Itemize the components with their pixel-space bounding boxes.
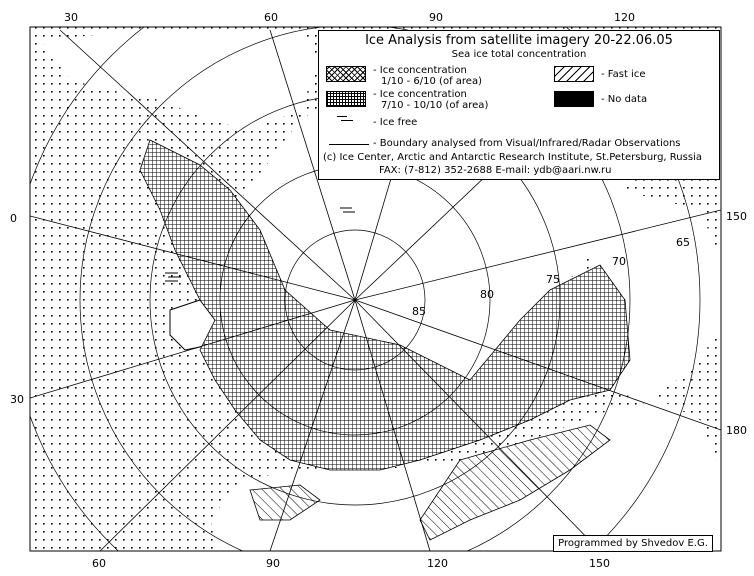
boundary-label: - Boundary analysed from Visual/Infrared/Radar Observations [373,138,681,149]
lon-bottom-90: 90 [266,557,280,570]
lat-70: 70 [612,255,626,268]
ice-free-label: - Ice free [373,117,418,128]
ice-free-swatch [337,115,355,125]
contact-label: FAX: (7-812) 352-2688 E-mail: ydb@aari.nw.ru [379,165,612,176]
lat-75: 75 [546,273,560,286]
lat-85: 85 [412,305,426,318]
low-conc-line2: 1/10 - 6/10 (of area) [381,76,482,87]
legend-box [318,30,720,180]
lon-right-150: 150 [726,210,747,223]
lat-80: 80 [480,288,494,301]
lon-left-30: 30 [10,393,24,406]
high-conc-line1: - Ice concentration [373,89,467,100]
lon-top-90: 90 [429,11,443,24]
fast-ice-label: - Fast ice [601,69,646,80]
no-data-swatch [554,91,594,107]
lon-bottom-150: 150 [589,557,610,570]
high-conc-line2: 7/10 - 10/10 (of area) [381,100,489,111]
high-concentration-swatch [326,91,366,107]
boundary-line-swatch [329,144,369,145]
lon-bottom-120: 120 [427,557,448,570]
lon-top-60: 60 [264,11,278,24]
lon-right-180: 180 [726,424,747,437]
lon-bottom-60: 60 [92,557,106,570]
legend-subtitle: Sea ice total concentration [451,49,587,60]
legend-title: Ice Analysis from satellite imagery 20-22.06.05 [365,33,673,48]
lon-top-120: 120 [614,11,635,24]
lat-65: 65 [676,236,690,249]
fast-ice-swatch [554,66,594,82]
lon-top-30: 30 [64,11,78,24]
lon-left-0: 0 [10,212,17,225]
low-conc-line1: - Ice concentration [373,65,467,76]
credit-box: Programmed by Shvedov E.G. [553,535,713,552]
copyright-label: (c) Ice Center, Arctic and Antarctic Research Institute, St.Petersburg, Russia [323,152,702,163]
low-concentration-swatch [326,66,366,82]
no-data-label: - No data [601,94,648,105]
